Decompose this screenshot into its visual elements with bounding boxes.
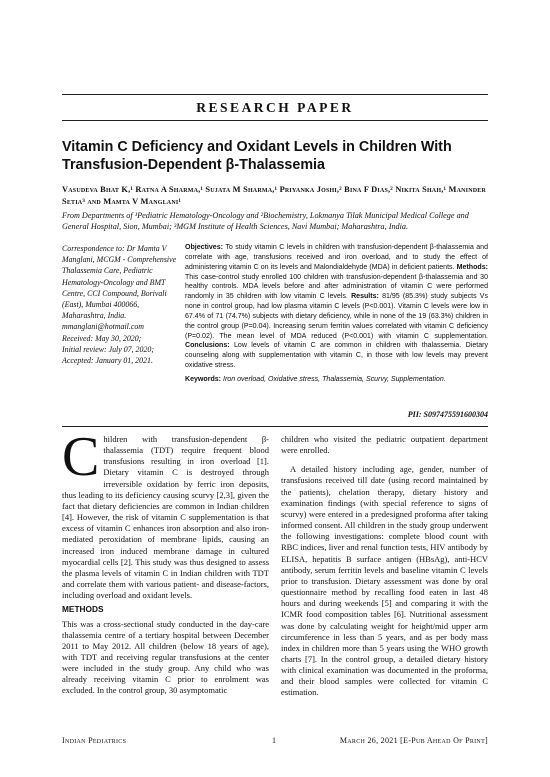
intro-paragraph bbox=[62, 426, 269, 601]
body-column-right bbox=[281, 434, 488, 699]
correspondence-block bbox=[62, 243, 180, 366]
pii-rule bbox=[62, 426, 488, 427]
corr-line: Manglani, MCGM - Comprehensive bbox=[62, 255, 177, 265]
accepted-date: Accepted: January 01, 2021. bbox=[62, 356, 153, 366]
received-date: Received: May 30, 2020; bbox=[62, 333, 142, 343]
article-title: Vitamin C Deficiency and Oxidant Levels in Children With Transfusion-Dependent β-Thalassemia bbox=[62, 139, 452, 173]
methods-label: Methods: bbox=[456, 263, 488, 271]
corr-line: Maharashtra, India. bbox=[62, 311, 127, 321]
section-label: RESEARCH PAPER bbox=[196, 100, 354, 115]
methods-heading: METHODS bbox=[62, 604, 104, 615]
keywords-label: Keywords: bbox=[185, 375, 222, 383]
methods-text: This case-control study enrolled 100 children with transfusion-dependent β-thalassemia and 30 healthy controls. MDA levels before and after administration of vitamin C were performed randomly in 35 children with low vitamin C levels. bbox=[185, 273, 488, 301]
footer-page-number: 1 bbox=[272, 736, 277, 745]
pii: PII: S097475591600304 bbox=[407, 410, 488, 419]
author-list: Vasudeva Bhat K,¹ Ratna A Sharma,¹ Sujata M Sharma,¹ Priyanka Joshi,² Bina F Dias,² Nikita Shah,¹ Maninder Setia³ and Mamta V Manglani¹ bbox=[62, 185, 487, 206]
body-column-left bbox=[62, 426, 269, 697]
conclusions-text: Low levels of vitamin C are common in children with thalassemia. Dietary counseling along with supplementation with vitamin C, in those with low levels may prevent oxidative stress. bbox=[185, 342, 488, 370]
corr-line: Centre, CCI Compound, Borivali bbox=[62, 288, 167, 298]
corr-line: Thalassemia Care, Pediatric bbox=[62, 266, 153, 276]
corr-line: Correspondence to: Dr Mamta V bbox=[62, 244, 167, 253]
corr-email[interactable]: mmanglani@hotmail.com bbox=[62, 322, 144, 332]
methods-paragraph: This was a cross-sectional study conducted in the day-care thalassemia centre of a tertiary hospital between December 2011 to May 2012. All children (below 18 years of age), with TDT and receiving regular transfusions at the center were included in the study group. Any child who was already receiving vitamin C prior to enrolment was excluded. In the control group, 30 asymptomatic bbox=[62, 618, 269, 696]
results-text: 81/95 (85.3%) study subjects Vs none in control group, had low plasma vitamin C levels (P<0.001). Vitamin C levels were low in 67.4% of 71 (74.7%) subjects with dietary deficiency, while in none of the 19 (63.3%) children in the control group (P=0.04). Increasing serum ferritin values correlated with vitamin C deficiency (P=0.02). The mean level of MDA reduced (P<0.001) with vitamin C supplementation. bbox=[185, 293, 489, 340]
abstract bbox=[185, 243, 488, 385]
affiliations: From Departments of ¹Pediatric Hematology-Oncology and ²Biochemistry, Lokmanya Tilak Municipal Medical College and General Hospital, Sion, Mumbai; ³MGM Institute of Health Sciences, Navi Mumbai; Maharashtra, India. bbox=[62, 211, 469, 231]
keywords bbox=[185, 375, 488, 385]
control-paragraph: children who visited the pediatric outpatient department were enrolled. bbox=[281, 434, 488, 456]
intro-text: hildren with transfusion-dependent β-thalassemia (TDT) require frequent blood transfusions resulting in iron overload [1]. Dietary vitamin C is destroyed through irreversible oxidation by ferric iron deposits, thus leading to its deficiency causing scurvy [2,3], given the fact that dietary deficiencies are common in Indian children [4]. However, the risk of vitamin C supplementation is that excess of vitamin C enhances iron absorption and also iron-mediated peroxidation of membrane lipids, causing an increased iron induced membrane damage in cultured myocardial cells [2]. This study was thus designed to assess the plasma levels of vitamin C in Indian children with TDT and correlate them with various patient- and disease-factors, including overload and oxidant levels. bbox=[62, 434, 269, 601]
objectives-text: To study vitamin C levels in children with transfusion-dependent β-thalassemia and correlate with age, transfusions received and iron overload, and to study the effect of administering vitamin C on its levels and Malondialdehyde (MDA) in deficient patients. bbox=[185, 244, 488, 271]
keywords-text: Iron overload, Oxidative stress, Thalassemia, Scurvy, Supplementation. bbox=[223, 375, 446, 383]
history-paragraph: A detailed history including age, gender, number of transfusions received till date (using record maintained by the patients), chelation therapy, dietary history and examination findings (with special reference to signs of scurvy) were entered in a predesigned proforma after taking informed consent. All children in the study group underwent the following investigations: complete blood count with RBC indices, liver and renal function tests, HIV antibody by ELISA, hepatitis B surface antigen (HBsAg), anti-HCV antibody, serum ferritin levels and baseline vitamin C levels prior to transfusion. Dietary assessment was done by oral questionnaire method by recalling food eaten in last 48 hours and during weekends [5] and comparing it with the ICMR food composition tables [6]. Nutritional assessment was done by calculating weight for height/mid upper arm circumference in less than 5 years, and as per body mass index in children more than 5 years using the WHO growth charts [7]. In the control group, a detailed dietary history with clinical examination was documented in the proforma, and their blood samples were collected for vitamin C estimation. bbox=[281, 464, 488, 698]
review-date: Initial review: July 07, 2020; bbox=[62, 344, 154, 354]
footer-date: March 26, 2021 [E-Pub Ahead Of Print] bbox=[339, 736, 488, 745]
header-rule-top bbox=[62, 94, 488, 95]
corr-line: (East), Mumbai 400066, bbox=[62, 300, 140, 310]
conclusions-label: Conclusions: bbox=[185, 342, 230, 350]
drop-cap: C bbox=[62, 426, 100, 488]
objectives-label: Objectives: bbox=[185, 244, 223, 251]
header-rule-bottom bbox=[62, 120, 488, 121]
results-label: Results: bbox=[351, 293, 379, 301]
footer-journal: Indian Pediatrics bbox=[62, 736, 127, 745]
corr-line: Hematology-Oncology and BMT bbox=[62, 277, 166, 287]
